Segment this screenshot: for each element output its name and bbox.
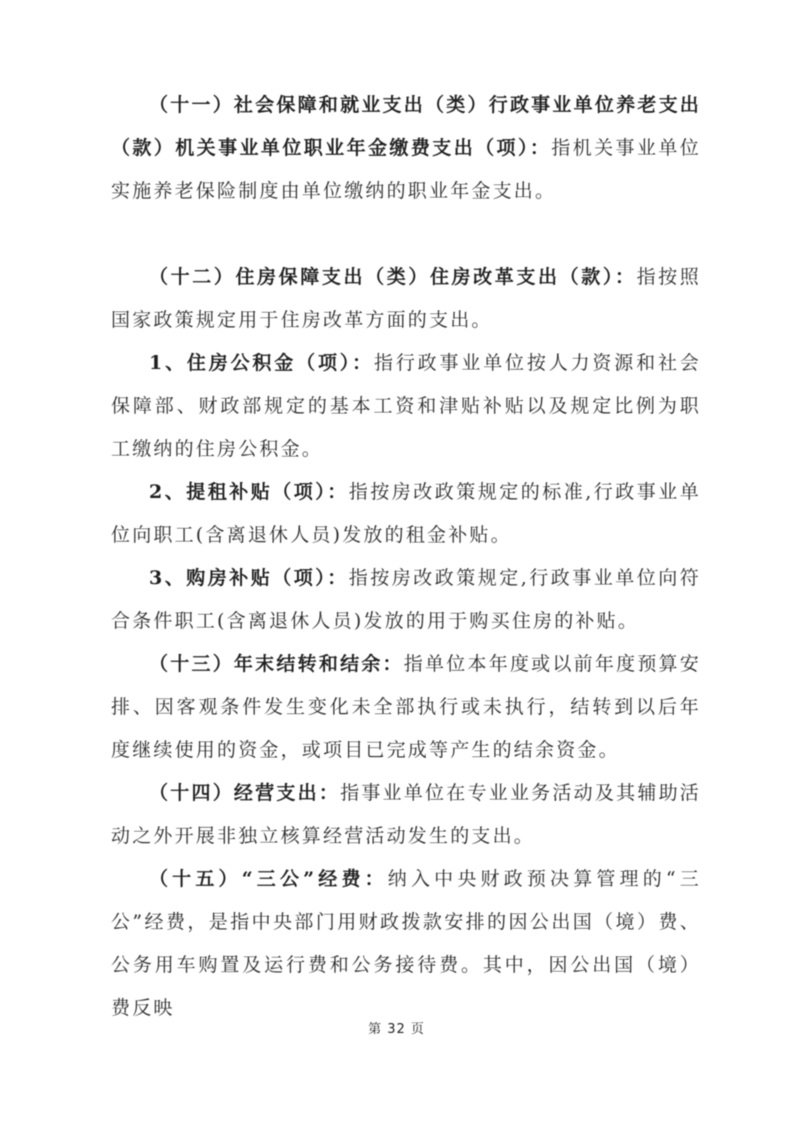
paragraph-heading: （十一）社会保障和就业支出（类）行政事业单位养老支出（款）机关事业单位职业年金缴费支出（项）： (111, 94, 701, 159)
paragraph-heading: （十三）年末结转和结余： (149, 653, 404, 675)
paragraph-heading: 3、购房补贴（项）： (149, 567, 349, 589)
paragraph-text: 指按房改政策规定的标准,行政事业单位向职工(含离退休人员)发放的租金补贴。 (111, 481, 701, 546)
paragraph-social-security (111, 84, 701, 213)
paragraph-housing-security (111, 256, 701, 342)
paragraph-operating-expenses (111, 772, 701, 858)
paragraph-text: 指按房改政策规定,行政事业单位向符合条件职工(含离退休人员)发放的用于购买住房的补贴。 (111, 567, 701, 632)
paragraph-text: 纳入中央财政预决算管理的“三公”经费，是指中央部门用财政拨款安排的因公出国（境）费、公务用车购置及运行费和公务接待费。其中，因公出国（境）费反映 (111, 868, 701, 1019)
paragraph-text: 指按照国家政策规定用于住房改革方面的支出。 (111, 266, 701, 331)
paragraph-text: 指机关事业单位实施养老保险制度由单位缴纳的职业年金支出。 (111, 137, 702, 202)
paragraph-rent-subsidy (111, 471, 701, 557)
paragraph-year-end-balance (111, 643, 701, 772)
paragraph-heading: （十二）住房保障支出（类）住房改革支出（款）： (149, 266, 637, 288)
paragraph-heading: （十四）经营支出： (149, 782, 341, 804)
paragraph-text: 指单位本年度或以前年度预算安排、因客观条件发生变化未全部执行或未执行，结转到以后年度继续使用的资金，或项目已完成等产生的结余资金。 (111, 653, 701, 761)
paragraph-text: 指事业单位在专业业务活动及其辅助活动之外开展非独立核算经营活动发生的支出。 (111, 782, 701, 847)
paragraph-text: 指行政事业单位按人力资源和社会保障部、财政部规定的基本工资和津贴补贴以及规定比例为职工缴纳的住房公积金。 (111, 352, 701, 460)
paragraph-housing-fund (111, 342, 701, 471)
paragraph-heading: （十五）“三公”经费： (149, 868, 388, 890)
paragraph-heading: 2、提租补贴（项）： (149, 481, 349, 503)
paragraph-purchase-subsidy (111, 557, 701, 643)
document-body (111, 84, 701, 1030)
paragraph-three-public-expenses (111, 858, 701, 1030)
paragraph-heading: 1、住房公积金（项）： (149, 352, 374, 374)
page-number: 第 32 页 (368, 1022, 425, 1037)
